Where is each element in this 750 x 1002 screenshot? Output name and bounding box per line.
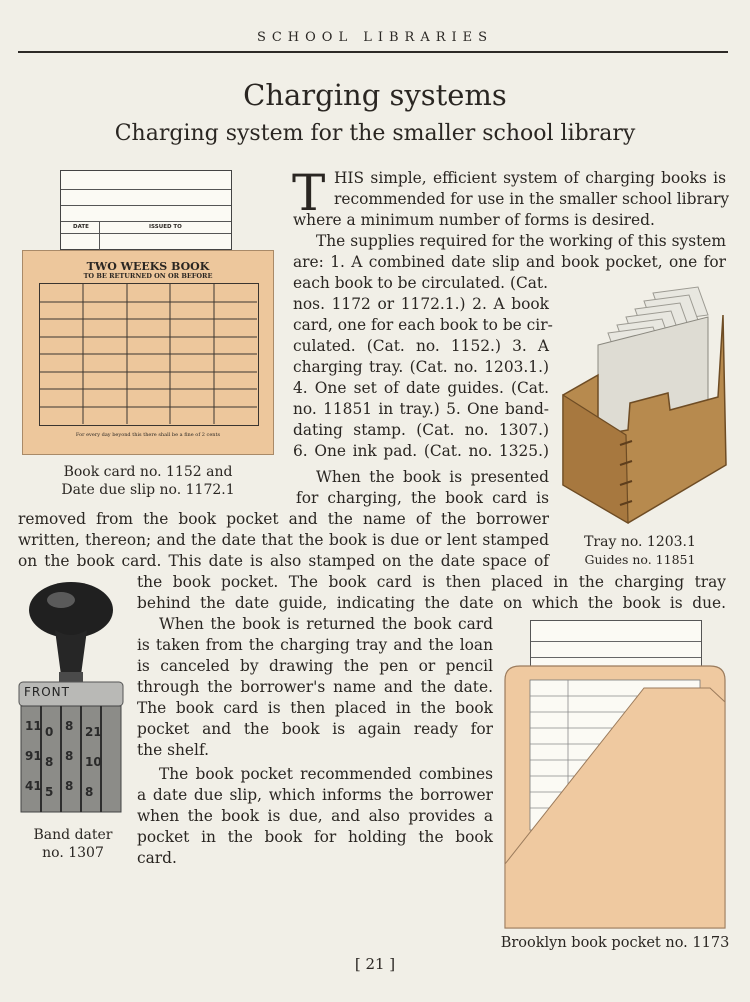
book-pocket-caption: Brooklyn book pocket no. 1173 <box>500 935 730 951</box>
running-header: SCHOOL LIBRARIES <box>256 30 494 45</box>
charging-tray-illustration <box>558 285 733 530</box>
slip-subtitle: TO BE RETURNED ON OR BEFORE <box>83 272 213 280</box>
supplies-line: are: 1. A combined date slip and book pocket, one for <box>293 253 726 271</box>
intro-line: recommended for use in the smaller school library <box>334 190 730 208</box>
tray-caption-line: Guides no. 11851 <box>584 552 696 567</box>
band-dater-caption-line: Band dater <box>33 827 113 843</box>
band-dater-label: FRONT <box>24 685 70 699</box>
returned-line: is canceled by drawing the pen or pencil <box>137 657 493 675</box>
svg-text:21: 21 <box>85 725 102 739</box>
band-dater-illustration <box>15 580 127 820</box>
book-card-date-label: DATE <box>73 224 89 230</box>
supplies-line: no. 11851 in tray.) 5. One band- <box>293 400 549 418</box>
presented-line: removed from the book pocket and the name of the borrower <box>18 510 549 528</box>
slip-grid <box>39 283 259 426</box>
supplies-line: dating stamp. (Cat. no. 1307.) <box>293 421 549 439</box>
svg-text:8: 8 <box>65 779 74 793</box>
slip-footer: For every day beyond this there shall be a fine of 2 cents <box>75 432 221 438</box>
supplies-line: 6. One ink pad. (Cat. no. 1325.) <box>293 442 549 460</box>
book-card-illustration <box>60 170 232 250</box>
supplies-line: culated. (Cat. no. 1152.) 3. A <box>293 337 549 355</box>
pocket-line: The book pocket recommended combines <box>159 765 493 783</box>
returned-line: When the book is returned the book card <box>159 615 493 633</box>
presented-line: When the book is presented <box>316 468 549 486</box>
page-subtitle: Charging system for the smaller school library <box>114 121 636 146</box>
presented-line: written, thereon; and the date that the book is due or lent stamped <box>18 531 549 549</box>
presented-line: the book pocket. The book card is then placed in the charging tray <box>137 573 726 591</box>
book-card-caption-line: Date due slip no. 1172.1 <box>61 482 235 498</box>
drop-cap: T <box>292 164 326 222</box>
supplies-line: 4. One set of date guides. (Cat. <box>293 379 549 397</box>
svg-text:41: 41 <box>25 779 42 793</box>
band-dater-caption-line: no. 1307 <box>42 845 104 861</box>
svg-text:8: 8 <box>65 719 74 733</box>
intro-line: HIS simple, efficient system of charging books is <box>334 169 726 187</box>
supplies-line: charging tray. (Cat. no. 1203.1.) <box>293 358 549 376</box>
presented-line: for charging, the book card is <box>296 489 549 507</box>
pocket-line: pocket in the book for holding the book <box>137 828 493 846</box>
tray-caption <box>575 533 705 569</box>
svg-text:91: 91 <box>25 749 42 763</box>
slip-title: TWO WEEKS BOOK <box>86 260 210 273</box>
returned-line: the shelf. <box>137 741 209 759</box>
supplies-line: nos. 1172 or 1172.1.) 2. A book <box>293 295 549 313</box>
svg-text:0: 0 <box>45 725 54 739</box>
pocket-line: when the book is due, and also provides a <box>137 807 493 825</box>
returned-line: The book card is then placed in the book <box>137 699 493 717</box>
svg-text:8: 8 <box>65 749 74 763</box>
returned-line: pocket and the book is again ready for <box>137 720 493 738</box>
svg-text:10: 10 <box>85 755 102 769</box>
supplies-line: each book to be circulated. (Cat. <box>293 274 548 292</box>
book-card-caption <box>22 463 274 499</box>
pocket-line: card. <box>137 849 177 867</box>
svg-text:8: 8 <box>85 785 94 799</box>
presented-line: behind the date guide, indicating the date on which the book is due. <box>137 594 726 612</box>
supplies-line: card, one for each book to be cir- <box>293 316 553 334</box>
tray-caption-line: Tray no. 1203.1 <box>584 534 696 550</box>
pocket-line: a date due slip, which informs the borrower <box>137 786 493 804</box>
date-due-slip-illustration <box>22 250 274 455</box>
svg-text:8: 8 <box>45 755 54 769</box>
presented-line: on the book card. This date is also stamped on the date space of <box>18 552 549 570</box>
book-card-issued-label: ISSUED TO <box>149 224 182 230</box>
book-card-caption-line: Book card no. 1152 and <box>63 464 233 480</box>
svg-text:11: 11 <box>25 719 42 733</box>
intro-line: where a minimum number of forms is desired. <box>293 211 655 229</box>
svg-text:5: 5 <box>45 785 54 799</box>
page-title: Charging systems <box>243 78 507 112</box>
header-rule <box>18 51 728 53</box>
supplies-line: The supplies required for the working of this system <box>316 232 726 250</box>
returned-line: through the borrower's name and the date. <box>137 678 493 696</box>
returned-line: is taken from the charging tray and the loan <box>137 636 493 654</box>
band-dater-caption <box>22 826 124 862</box>
book-pocket-illustration <box>504 664 726 930</box>
page-number: [ 21 ] <box>354 955 396 973</box>
